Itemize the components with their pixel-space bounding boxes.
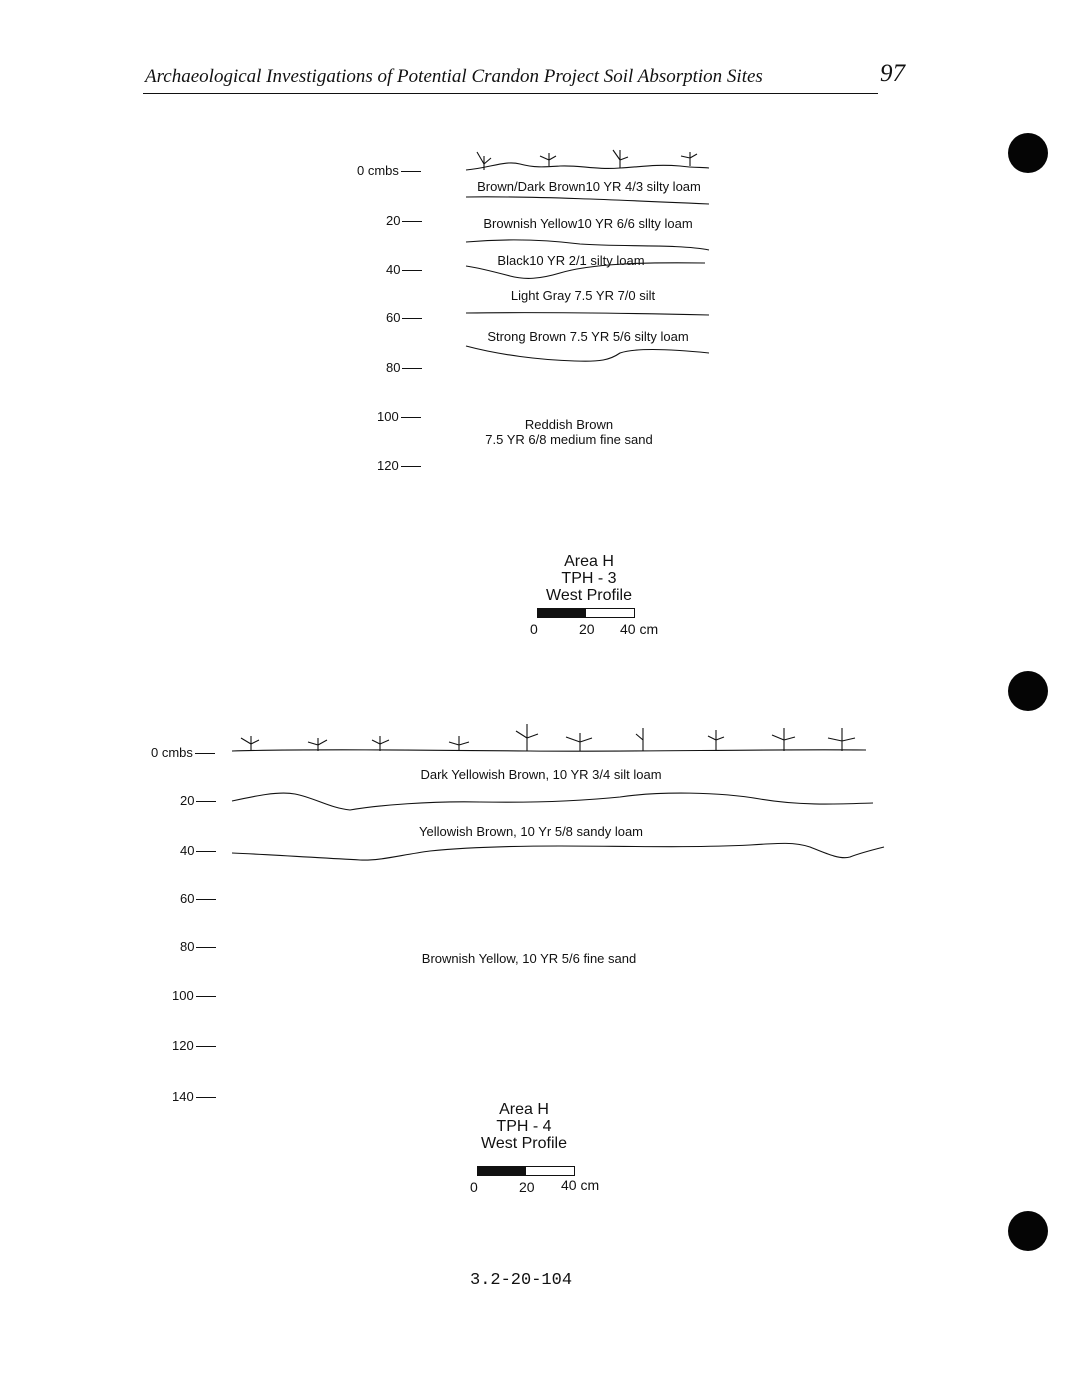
- caption-wall: West Profile: [546, 587, 632, 604]
- page-number: 97: [880, 60, 905, 87]
- depth-label: 80: [386, 360, 422, 376]
- scale-bar: [477, 1166, 575, 1176]
- horizon-label: Strong Brown 7.5 YR 5/6 silty loam: [487, 329, 689, 344]
- depth-label: 60: [180, 891, 216, 907]
- horizon-label: Brown/Dark Brown10 YR 4/3 silty loam: [477, 179, 701, 194]
- caption-area: Area H: [499, 1101, 549, 1118]
- grass-tuft: [828, 728, 855, 751]
- depth-label: 100: [377, 409, 421, 425]
- grass-tuft: [772, 728, 795, 751]
- depth-label: 100: [172, 988, 216, 1004]
- horizon-label: Reddish Brown 7.5 YR 6/8 medium fine sand: [485, 417, 653, 447]
- horizon-label: Black10 YR 2/1 silty loam: [497, 253, 645, 268]
- caption-test-pit: TPH - 3: [561, 570, 617, 587]
- grass-tuft: [372, 736, 389, 751]
- horizon-boundary: [232, 843, 884, 860]
- caption-test-pit: TPH - 4: [496, 1118, 552, 1135]
- depth-label: 40: [180, 843, 216, 859]
- grass-tuft: [708, 730, 724, 751]
- horizon-boundary: [232, 793, 873, 810]
- depth-label: 0 cmbs: [357, 163, 421, 179]
- ground-surface: [232, 750, 866, 751]
- horizon-label: Light Gray 7.5 YR 7/0 silt: [510, 288, 656, 303]
- profile-caption: [481, 1101, 567, 1152]
- horizon-label: Brownish Yellow10 YR 6/6 sllty loam: [483, 216, 693, 231]
- scale-label-end: 40 cm: [561, 1177, 600, 1193]
- grass-tuft: [308, 738, 327, 751]
- horizon-label: Brownish Yellow, 10 YR 5/6 fine sand: [421, 951, 637, 966]
- page-header-title: Archaeological Investigations of Potential Crandon Project Soil Absorption Sites: [145, 66, 763, 87]
- caption-area: Area H: [564, 553, 614, 570]
- depth-label: 80: [180, 939, 216, 955]
- depth-label: 120: [377, 458, 421, 474]
- scale-label-zero: 0: [470, 1179, 478, 1195]
- scale-label-mid: 20: [579, 621, 595, 637]
- depth-label: 20: [180, 793, 216, 809]
- scale-label-end: 40 cm: [620, 621, 659, 637]
- depth-label: 0 cmbs: [151, 745, 215, 761]
- horizon-label: Dark Yellowish Brown, 10 YR 3/4 silt loam: [420, 767, 662, 782]
- depth-label: 40: [386, 262, 422, 278]
- depth-label: 20: [386, 213, 422, 229]
- grass-tuft: [449, 736, 469, 751]
- depth-label: 60: [386, 310, 422, 326]
- depth-label: 140: [172, 1089, 216, 1105]
- grass-tuft: [516, 724, 538, 751]
- caption-wall: West Profile: [481, 1135, 567, 1152]
- scale-label-mid: 20: [519, 1179, 535, 1195]
- grass-tuft: [636, 728, 643, 751]
- document-number: 3.2-20-104: [470, 1271, 573, 1290]
- horizon-label: Yellowish Brown, 10 Yr 5/8 sandy loam: [418, 824, 644, 839]
- depth-label: 120: [172, 1038, 216, 1054]
- grass-tuft: [241, 736, 259, 751]
- grass-tuft: [566, 733, 592, 751]
- scale-label-zero: 0: [530, 621, 538, 637]
